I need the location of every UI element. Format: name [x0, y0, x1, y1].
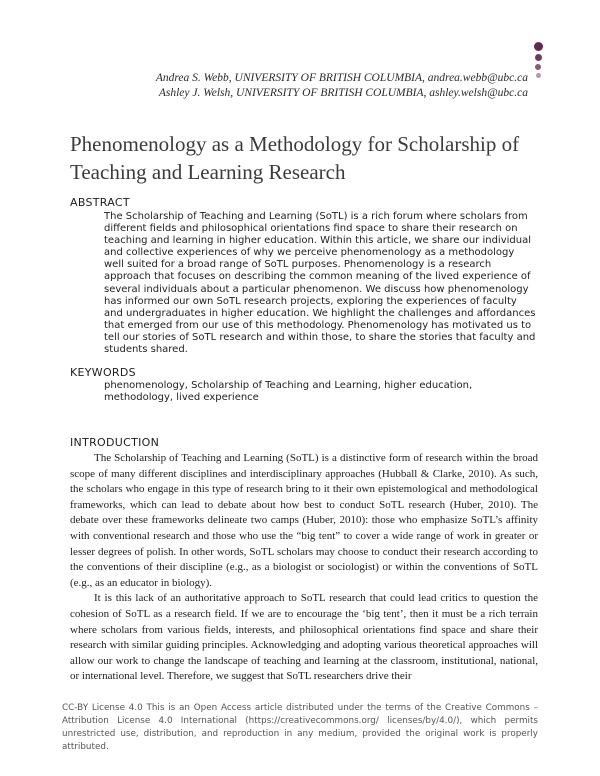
license-footer: CC-BY License 4.0 This is an Open Access article distributed under the terms of the Creative Commons – Attribution License 4.0 International (https://creativecommons.org/ licenses/by/4.0/), which permits unrestricted use, distribution, and reproduction in any medium, provided the original work is properly attributed.	[62, 703, 538, 752]
journal-dots-decoration	[532, 42, 544, 81]
keywords-text: phenomenology, Scholarship of Teaching and Learning, higher education, methodology, lived experience	[104, 380, 473, 404]
abstract-text: The Scholarship of Teaching and Learning (SoTL) is a rich forum where scholars from different fields and philosophical orientations find space to share their research on teaching and learning in higher education. Within this article, we share our individual and collective experiences of why we perceive phenomenology as a methodology well suited for a broad range of SoTL purposes. Phenomenology is a research approach that focuses on describing the common meaning of the lived experience of several individuals about a particular phenomenon. We discuss how phenomenology has informed our own SoTL research projects, exploring the experiences of faculty and undergraduates in higher education. We highlight the challenges and affordances that emerged from our use of this methodology. Phenomenology has motivated us to tell our stories of SoTL research and within those, to share the stories that faculty and students shared.	[104, 211, 536, 356]
introduction-heading: INTRODUCTION	[70, 436, 160, 449]
introduction-body	[70, 451, 538, 685]
dot-icon	[535, 64, 541, 70]
dot-icon	[534, 42, 543, 51]
author-line: Andrea S. Webb, UNIVERSITY OF BRITISH COLUMBIA, andrea.webb@ubc.ca	[155, 72, 528, 84]
keywords-heading: KEYWORDS	[70, 366, 136, 379]
dot-icon	[536, 73, 541, 78]
abstract-heading: ABSTRACT	[70, 196, 130, 209]
author-block	[68, 71, 528, 101]
body-paragraph: It is this lack of an authoritative approach to SoTL research that could lead critics to question the cohesion of SoTL as a research field. If we are to encourage the ‘big tent’, then it must be a rich terrain where scholars from various fields, interests, and philosophical orientations find space and share their research with similar guiding principles. Acknowledging and adopting various theoretical approaches will allow our work to change the landscape of teaching and learning at the classroom, institutional, national, or international level. Therefore, we suggest that SoTL researchers drive their	[70, 592, 538, 683]
dot-icon	[535, 54, 542, 61]
body-paragraph: The Scholarship of Teaching and Learning (SoTL) is a distinctive form of research within the broad scope of many different disciplines and interdisciplinary approaches (Hubball & Clarke, 2010). As such, the scholars who engage in this type of research bring to it their own epistemological and methodological frameworks, which can lead to debate about how best to conduct SoTL research (Huber, 2010). The debate over these frameworks delineate two camps (Huber, 2010): those who emphasize SoTL’s affinity with conventional research and those who use the “big tent” to cover a wide range of work in greater or lesser degrees of polish. In other words, SoTL scholars may choose to conduct their research according to the conventions of their discipline (e.g., as a biologist or sociologist) or within the conventions of SoTL (e.g., as an educator in biology).	[70, 452, 538, 589]
author-line: Ashley J. Welsh, UNIVERSITY OF BRITISH COLUMBIA, ashley.welsh@ubc.ca	[158, 87, 528, 99]
article-title: Phenomenology as a Methodology for Scholarship of Teaching and Learning Research	[70, 132, 520, 184]
